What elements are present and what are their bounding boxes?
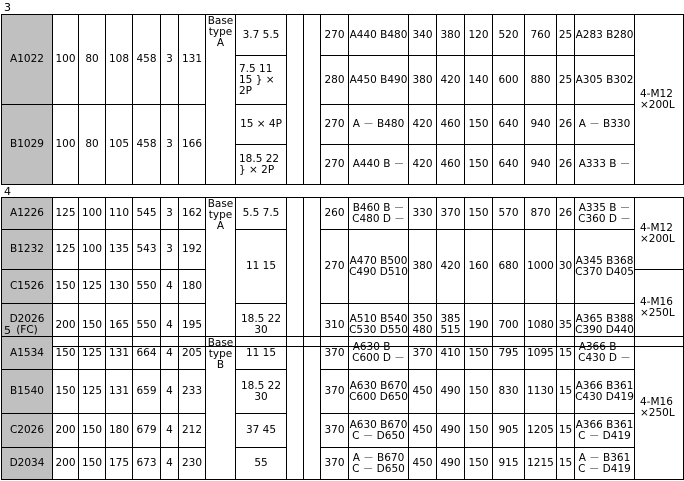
model-cell: B1540 (2, 370, 53, 414)
value-cell: 340 (409, 15, 437, 56)
value-cell: 105 (106, 105, 133, 185)
value-cell: 640 (493, 105, 525, 145)
value-cell: 150 (53, 370, 79, 414)
value-cell: 1095 (525, 337, 557, 370)
model-cell: B1232 (2, 230, 53, 270)
value-cell: 1215 (525, 448, 557, 480)
code-cell: A440 B480 (349, 15, 409, 56)
value-cell: 550 (133, 270, 161, 304)
model-cell: A1534 (2, 337, 53, 370)
code-cell: A510 B540 C530 D550 (349, 304, 409, 347)
value-cell: 26 (557, 145, 575, 185)
value-cell: 212 (179, 414, 206, 448)
code-cell: A365 B388 C390 D440 (575, 304, 635, 347)
value-cell: 150 (79, 414, 106, 448)
value-cell: 100 (79, 230, 106, 270)
code-cell: A630 B670 C600 D650 (349, 370, 409, 414)
value-cell: 4 (161, 414, 179, 448)
value-cell: 140 (465, 56, 493, 105)
code-cell: A345 B368 C370 D405 (575, 230, 635, 304)
blank-cell (304, 337, 321, 480)
spec-table-group-3 (1, 14, 684, 185)
value-cell: 25 (557, 15, 575, 56)
value-cell: 205 (179, 337, 206, 370)
value-cell: 162 (179, 198, 206, 230)
code-cell: A335 B － C360 D － (575, 198, 635, 230)
value-cell: 233 (179, 370, 206, 414)
value-cell: 420 (437, 56, 465, 105)
value-cell: 680 (493, 230, 525, 304)
value-cell: 570 (493, 198, 525, 230)
value-cell: 108 (106, 15, 133, 105)
value-cell: 700 (493, 304, 525, 347)
motor-size-cell: 3.7 5.5 (236, 15, 287, 56)
code-cell: A630 B670 C － D650 (349, 414, 409, 448)
value-cell: 100 (79, 198, 106, 230)
base-type-cell: Base type B (206, 337, 236, 480)
value-cell: 370 (321, 370, 349, 414)
code-cell: A － B361 C － D419 (575, 448, 635, 480)
value-cell: 4 (161, 270, 179, 304)
value-cell: 3 (161, 198, 179, 230)
base-type-cell: Base type A (206, 15, 236, 185)
value-cell: 180 (179, 270, 206, 304)
value-cell: 175 (106, 448, 133, 480)
value-cell: 550 (133, 304, 161, 347)
bolt-spec-cell: 4-M12 ×200L (635, 15, 684, 185)
value-cell: 420 (409, 105, 437, 145)
code-cell: A283 B280 (575, 15, 635, 56)
code-cell: A450 B490 (349, 56, 409, 105)
value-cell: 150 (53, 337, 79, 370)
motor-size-cell: 18.5 22 } × 2P (236, 145, 287, 185)
value-cell: 150 (465, 198, 493, 230)
value-cell: 450 (409, 414, 437, 448)
spec-table-group-4 (1, 197, 684, 347)
value-cell: 270 (321, 145, 349, 185)
value-cell: 270 (321, 105, 349, 145)
value-cell: 230 (179, 448, 206, 480)
model-cell: A1022 (2, 15, 53, 105)
blank-cell (287, 15, 304, 185)
value-cell: 190 (465, 304, 493, 347)
motor-size-cell: 11 15 (236, 337, 287, 370)
value-cell: 420 (437, 230, 465, 304)
value-cell: 4 (161, 448, 179, 480)
value-cell: 490 (437, 414, 465, 448)
value-cell: 131 (179, 15, 206, 105)
value-cell: 420 (409, 145, 437, 185)
value-cell: 410 (437, 337, 465, 370)
value-cell: 120 (465, 15, 493, 56)
code-cell: A366 B361 C430 D419 (575, 370, 635, 414)
value-cell: 260 (321, 198, 349, 230)
value-cell: 450 (409, 448, 437, 480)
value-cell: 450 (409, 370, 437, 414)
code-cell: A630 B － C600 D － (349, 337, 409, 370)
value-cell: 200 (53, 414, 79, 448)
code-cell: B460 B － C480 D － (349, 198, 409, 230)
value-cell: 458 (133, 105, 161, 185)
motor-size-cell: 15 × 4P (236, 105, 287, 145)
value-cell: 490 (437, 370, 465, 414)
value-cell: 195 (179, 304, 206, 347)
code-cell: A366 B － C430 D － (575, 337, 635, 370)
code-cell: A － B330 (575, 105, 635, 145)
value-cell: 160 (465, 230, 493, 304)
base-type-cell: Base type A (206, 198, 236, 347)
value-cell: 35 (557, 304, 575, 347)
value-cell: 370 (321, 414, 349, 448)
motor-size-cell: 7.5 11 15 } × 2P (236, 56, 287, 105)
value-cell: 664 (133, 337, 161, 370)
motor-size-cell: 18.5 22 30 (236, 304, 287, 347)
value-cell: 270 (321, 15, 349, 56)
value-cell: 458 (133, 15, 161, 105)
group-label: 4 (4, 185, 11, 198)
model-cell: A1226 (2, 198, 53, 230)
value-cell: 520 (493, 15, 525, 56)
value-cell: 490 (437, 448, 465, 480)
value-cell: 3 (161, 105, 179, 185)
value-cell: 125 (79, 337, 106, 370)
motor-size-cell: 18.5 22 30 (236, 370, 287, 414)
value-cell: 150 (53, 270, 79, 304)
bolt-spec-cell: 4-M16 ×250L (635, 270, 684, 347)
model-cell: D2026 (FC) (2, 304, 53, 347)
value-cell: 135 (106, 230, 133, 270)
code-cell: A － B480 (349, 105, 409, 145)
value-cell: 280 (321, 56, 349, 105)
value-cell: 80 (79, 15, 106, 105)
code-cell: A － B670 C － D650 (349, 448, 409, 480)
value-cell: 679 (133, 414, 161, 448)
value-cell: 100 (53, 105, 79, 185)
value-cell: 166 (179, 105, 206, 185)
value-cell: 150 (465, 448, 493, 480)
value-cell: 131 (106, 370, 133, 414)
value-cell: 640 (493, 145, 525, 185)
value-cell: 659 (133, 370, 161, 414)
blank-cell (287, 198, 304, 347)
value-cell: 460 (437, 145, 465, 185)
value-cell: 150 (465, 145, 493, 185)
value-cell: 600 (493, 56, 525, 105)
value-cell: 270 (321, 230, 349, 304)
value-cell: 1000 (525, 230, 557, 304)
value-cell: 150 (465, 370, 493, 414)
value-cell: 4 (161, 304, 179, 347)
group-label: 3 (4, 1, 11, 14)
bolt-spec-cell: 4-M12 ×200L (635, 198, 684, 270)
value-cell: 380 (437, 15, 465, 56)
value-cell: 15 (557, 414, 575, 448)
value-cell: 125 (79, 370, 106, 414)
value-cell: 1080 (525, 304, 557, 347)
value-cell: 940 (525, 145, 557, 185)
value-cell: 192 (179, 230, 206, 270)
code-cell: A440 B － (349, 145, 409, 185)
bolt-spec-cell: 4-M16 ×250L (635, 337, 684, 480)
value-cell: 3 (161, 230, 179, 270)
code-cell: A470 B500 C490 D510 (349, 230, 409, 304)
value-cell: 673 (133, 448, 161, 480)
value-cell: 870 (525, 198, 557, 230)
value-cell: 125 (53, 230, 79, 270)
value-cell: 25 (557, 56, 575, 105)
model-cell: D2034 (2, 448, 53, 480)
value-cell: 110 (106, 198, 133, 230)
value-cell: 1205 (525, 414, 557, 448)
code-cell: A305 B302 (575, 56, 635, 105)
value-cell: 200 (53, 448, 79, 480)
value-cell: 905 (493, 414, 525, 448)
value-cell: 150 (79, 304, 106, 347)
motor-size-cell: 37 45 (236, 414, 287, 448)
model-cell: C1526 (2, 270, 53, 304)
value-cell: 370 (321, 337, 349, 370)
value-cell: 26 (557, 198, 575, 230)
motor-size-cell: 5.5 7.5 (236, 198, 287, 230)
value-cell: 4 (161, 337, 179, 370)
model-cell: C2026 (2, 414, 53, 448)
value-cell: 460 (437, 105, 465, 145)
value-cell: 30 (557, 230, 575, 304)
value-cell: 370 (409, 337, 437, 370)
value-cell: 310 (321, 304, 349, 347)
value-cell: 545 (133, 198, 161, 230)
code-cell: A366 B361 C － D419 (575, 414, 635, 448)
value-cell: 370 (321, 448, 349, 480)
value-cell: 125 (79, 270, 106, 304)
group-label: 5 (4, 324, 11, 337)
value-cell: 940 (525, 105, 557, 145)
value-cell: 150 (465, 414, 493, 448)
value-cell: 125 (53, 198, 79, 230)
value-cell: 4 (161, 370, 179, 414)
value-cell: 380 (409, 56, 437, 105)
spec-table-group-5 (1, 336, 684, 480)
value-cell: 100 (53, 15, 79, 105)
blank-cell (304, 198, 321, 347)
value-cell: 830 (493, 370, 525, 414)
value-cell: 130 (106, 270, 133, 304)
value-cell: 3 (161, 15, 179, 105)
value-cell: 150 (465, 105, 493, 145)
value-cell: 131 (106, 337, 133, 370)
value-cell: 1130 (525, 370, 557, 414)
blank-cell (287, 337, 304, 480)
motor-size-cell: 55 (236, 448, 287, 480)
value-cell: 795 (493, 337, 525, 370)
value-cell: 15 (557, 337, 575, 370)
motor-size-cell: 11 15 (236, 230, 287, 304)
value-cell: 543 (133, 230, 161, 270)
value-cell: 165 (106, 304, 133, 347)
value-cell: 380 (409, 230, 437, 304)
value-cell: 915 (493, 448, 525, 480)
value-cell: 15 (557, 370, 575, 414)
model-cell: B1029 (2, 105, 53, 185)
value-cell: 15 (557, 448, 575, 480)
value-cell: 370 (437, 198, 465, 230)
value-cell: 200 (53, 304, 79, 347)
value-cell: 150 (79, 448, 106, 480)
value-cell: 150 (465, 337, 493, 370)
value-cell: 350 480 (409, 304, 437, 347)
value-cell: 26 (557, 105, 575, 145)
value-cell: 760 (525, 15, 557, 56)
value-cell: 330 (409, 198, 437, 230)
value-cell: 180 (106, 414, 133, 448)
value-cell: 880 (525, 56, 557, 105)
blank-cell (304, 15, 321, 185)
code-cell: A333 B － (575, 145, 635, 185)
value-cell: 385 515 (437, 304, 465, 347)
value-cell: 80 (79, 105, 106, 185)
